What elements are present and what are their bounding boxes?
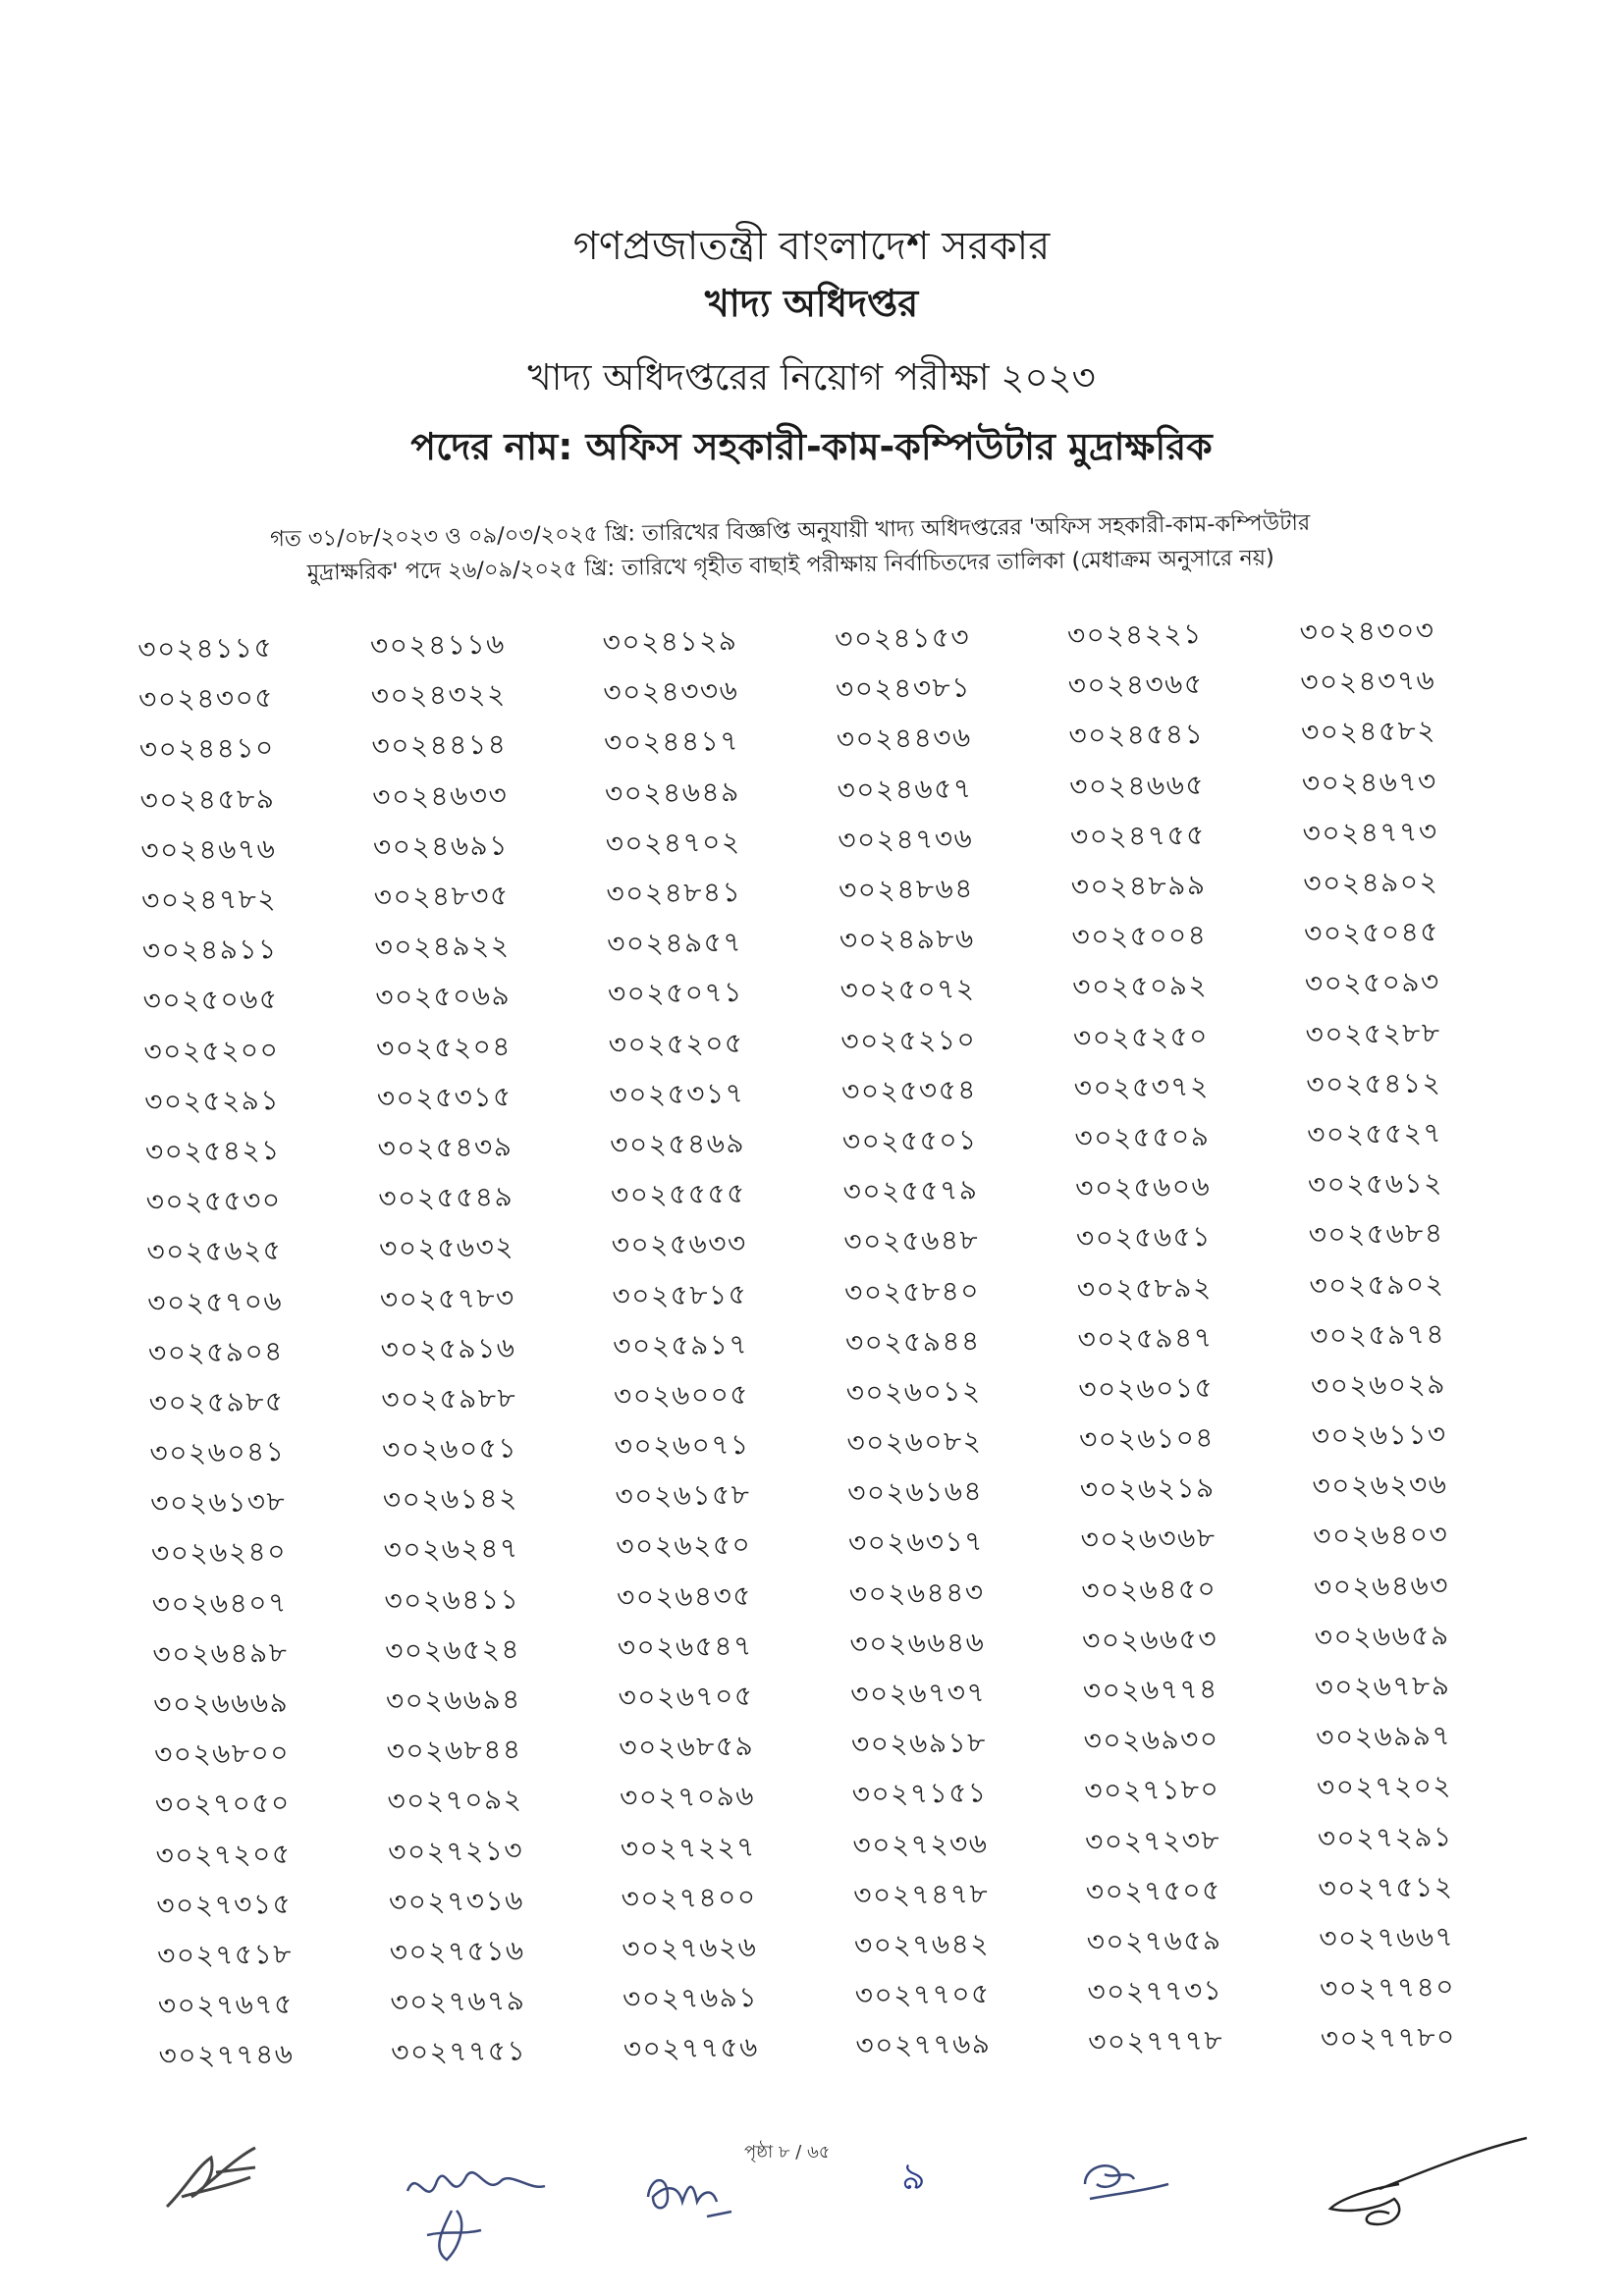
roll-number-cell: ৩০২৬৮০০ — [153, 1736, 291, 1772]
page-number: পৃষ্ঠা ৮ / ৬৫ — [744, 2142, 831, 2163]
roll-number-cell: ৩০২৪১৫৩ — [835, 620, 971, 656]
roll-number-cell: ৩০২৭৩১৫ — [156, 1887, 293, 1922]
roll-number-cell: ৩০২৪৬৪৯ — [604, 774, 740, 810]
roll-number-cell: ৩০২৭২১৩ — [387, 1833, 524, 1868]
roll-number-cell: ৩০২৫৬৩২ — [378, 1230, 515, 1265]
roll-number-cell: ৩০২৭৭৫৬ — [622, 2031, 760, 2066]
roll-number-cell: ৩০২৪৮৪১ — [606, 875, 742, 910]
roll-number-cell: ৩০২৪৬৭৩ — [1301, 765, 1437, 800]
roll-number-cell: ৩০২৪৯০২ — [1303, 865, 1439, 900]
roll-number-cell: ৩০২৫২০৪ — [375, 1029, 513, 1065]
roll-number-cell: ৩০২৭৭৭৮ — [1087, 2024, 1224, 2059]
department-title: খাদ্য অধিদপ্তর — [704, 282, 919, 325]
roll-number-cell: ৩০২৭৭৬৯ — [855, 2027, 992, 2062]
roll-number-cell: ৩০২৫৬২৫ — [146, 1234, 283, 1269]
roll-number-cell: ৩০২৬৭০৫ — [618, 1679, 754, 1714]
roll-number-cell: ৩০২৭৩১৬ — [388, 1884, 525, 1919]
roll-number-cell: ৩০২৭৭৪৬ — [158, 2038, 295, 2073]
roll-number-cell: ৩০২৬১৪২ — [382, 1481, 519, 1517]
notice-line-2: মুদ্রাক্ষরিক' পদে ২৬/০৯/২০২৫ খ্রি: তারিখে গৃহীত বাছাই পরীক্ষায় নির্বাচিতদের তালিকা (মেধাক্রম অনুসারে নয়) — [306, 545, 1275, 586]
signature-5 — [1301, 2130, 1537, 2238]
roll-number-cell: ৩০২৬১৩৮ — [150, 1485, 287, 1521]
roll-number-cell: ৩০২৭৭৪০ — [1319, 1970, 1456, 2005]
roll-number-cell: ৩০২৬৫২৪ — [384, 1632, 521, 1668]
roll-number-cell: ৩০২৫০০৪ — [1071, 919, 1208, 954]
roll-number-cell: ৩০২৭৬২৬ — [622, 1930, 758, 1965]
roll-number-cell: ৩০২৬৪৬৩ — [1313, 1568, 1450, 1603]
roll-number-cell: ৩০২৬৪০৭ — [151, 1585, 288, 1621]
roll-number-cell: ৩০২৭০৯৬ — [619, 1780, 756, 1815]
roll-number-cell: ৩০২৫৩১৭ — [609, 1076, 745, 1111]
roll-number-cell: ৩০২৪৯১১ — [141, 933, 278, 968]
roll-number-cell: ৩০২৫৬৫১ — [1075, 1220, 1213, 1255]
government-title: গণপ্রজাতন্ত্রী বাংলাদেশ সরকার — [572, 224, 1051, 269]
initial-mark-text: ৯ — [901, 2155, 926, 2198]
roll-number-cell: ৩০২৪১১৫ — [137, 631, 274, 667]
roll-number-cell: ৩০২৬০৭১ — [614, 1427, 750, 1463]
roll-number-cell: ৩০২৫২৫০ — [1072, 1019, 1210, 1054]
roll-number-cell: ৩০২৪৯৫৭ — [606, 926, 743, 961]
signature-3 — [638, 2158, 746, 2226]
roll-number-cell: ৩০২৪২২১ — [1066, 617, 1204, 653]
roll-number-cell: ৩০২৪৬৬৫ — [1068, 768, 1206, 803]
roll-number-cell: ৩০২৬৪৫০ — [1081, 1572, 1217, 1607]
signature-1 — [157, 2138, 275, 2216]
roll-number-cell: ৩০২৭৫১২ — [1318, 1870, 1454, 1905]
roll-number-cell: ৩০২৬১১৩ — [1311, 1417, 1447, 1453]
roll-number-cell: ৩০২৬৬৯৪ — [385, 1682, 522, 1718]
roll-number-cell: ৩০২৭৬৯১ — [622, 1980, 759, 2015]
roll-number-cell: ৩০২৭২০২ — [1316, 1769, 1453, 1804]
roll-number-cell: ৩০২৪৬৫৭ — [837, 772, 973, 807]
roll-number-cell: ৩০২৫৭০৬ — [146, 1284, 284, 1319]
roll-number-cell: ৩০২৪৯৮৬ — [839, 922, 975, 957]
notice-text — [157, 505, 1425, 593]
roll-number-cell: ৩০২৬৬৬৯ — [153, 1685, 290, 1721]
roll-number-cell: ৩০২৬১০৪ — [1078, 1420, 1216, 1456]
roll-number-cell: ৩০২৭৫০৫ — [1085, 1873, 1222, 1908]
roll-number-cell: ৩০২৫৯১৬ — [380, 1331, 516, 1366]
roll-number-cell: ৩০২৪৮৬৪ — [838, 872, 975, 907]
roll-number-cell: ৩০২৭৬৬৭ — [1319, 1920, 1455, 1955]
roll-number-cell: ৩০২৭৪০০ — [621, 1880, 757, 1915]
roll-number-cell: ৩০২৫৪৩৯ — [377, 1130, 514, 1165]
roll-number-cell: ৩০২৪৬৩৩ — [372, 778, 509, 814]
roll-number-cell: ৩০২৬৬৪৬ — [849, 1626, 986, 1661]
roll-number-cell: ৩০২৬০২৯ — [1310, 1367, 1447, 1403]
roll-number-cell: ৩০২৫০৭১ — [607, 976, 744, 1011]
roll-number-cell: ৩০২৪৪১৪ — [371, 727, 508, 763]
roll-number-cell: ৩০২৭৭৫১ — [391, 2034, 527, 2069]
roll-number-cell: ৩০২৪৩৮১ — [835, 670, 972, 706]
roll-number-cell: ৩০২৪৭৩৬ — [838, 822, 974, 857]
roll-number-cell: ৩০২৪৩৭৬ — [1300, 664, 1436, 699]
roll-number-cell: ৩০২৬১৬৪ — [846, 1474, 984, 1510]
roll-number-cell: ৩০২৪৬৭৬ — [140, 831, 277, 867]
roll-number-cell: ৩০২৬২৪৭ — [383, 1531, 519, 1567]
roll-number-cell: ৩০২৫৮১৫ — [612, 1277, 748, 1312]
roll-number-cell: ৩০২৬৪৪৩ — [848, 1575, 985, 1611]
roll-number-cell: ৩০২৬২১৯ — [1079, 1471, 1216, 1507]
roll-number-cell: ৩০২৭৫১৬ — [389, 1934, 525, 1969]
roll-number-cell: ৩০২৬৪১১ — [384, 1581, 520, 1618]
exam-title: খাদ্য অধিদপ্তরের নিয়োগ পরীক্ষা ২০২৩ — [527, 356, 1096, 399]
roll-number-cell: ৩০২৬০৫১ — [381, 1431, 518, 1467]
roll-number-cell: ৩০২৪৩২২ — [370, 677, 507, 713]
roll-number-cell: ৩০২৭২২৭ — [620, 1830, 757, 1865]
roll-number-cell: ৩০২৭৬৪২ — [853, 1927, 991, 1962]
roll-number-cell: ৩০২৫৮৪০ — [843, 1273, 981, 1308]
roll-number-cell: ৩০২৫৯৮৮ — [381, 1381, 517, 1416]
roll-number-cell: ৩০২৬২৩৬ — [1312, 1468, 1448, 1503]
roll-number-cell: ৩০২৫৯০৪ — [147, 1334, 285, 1369]
roll-number-cell: ৩০২৫৬১২ — [1307, 1166, 1444, 1201]
roll-number-cell: ৩০২৫৬৮৪ — [1308, 1216, 1444, 1252]
roll-number-cell: ৩০২৪৭৫৫ — [1069, 818, 1207, 853]
roll-number-cell: ৩০২৬৬৫৯ — [1314, 1619, 1450, 1654]
roll-number-cell: ৩০২৬৮৪৪ — [386, 1733, 522, 1768]
roll-number-cell: ৩০২৫৩৫৪ — [840, 1073, 978, 1108]
roll-number-cell: ৩০২৪৩০৫ — [137, 681, 275, 717]
roll-number-cell: ৩০২৪৭৮২ — [140, 881, 278, 917]
signature-2 — [393, 2152, 560, 2269]
roll-number-cell: ৩০২৫৯১৭ — [613, 1327, 749, 1362]
roll-number-cell: ৩০২৫০৪৫ — [1303, 915, 1440, 950]
roll-number-cell: ৩০২৫৯৮৫ — [148, 1384, 285, 1419]
roll-number-cell: ৩০২৬০০৫ — [613, 1377, 750, 1413]
roll-number-cell: ৩০২৫৫৭৯ — [842, 1173, 979, 1208]
roll-number-cell: ৩০২৬৯১৮ — [850, 1726, 988, 1761]
roll-number-cell: ৩০২৬৪৯৮ — [152, 1635, 289, 1671]
roll-number-cell: ৩০২৭৭৩১ — [1087, 1973, 1223, 2008]
roll-number-cell: ৩০২৫৫৫৫ — [610, 1177, 747, 1212]
roll-number-cell: ৩০২৫৪১২ — [1306, 1066, 1442, 1101]
roll-number-cell: ৩০২৫৩১৫ — [376, 1080, 513, 1115]
roll-number-cell: ৩০২৪৩০৩ — [1299, 614, 1435, 649]
roll-number-cell: ৩০২৪৩৬৫ — [1067, 667, 1204, 703]
roll-number-cell: ৩০২৫২৯১ — [143, 1083, 281, 1118]
roll-number-cell: ৩০২৫০৬৫ — [142, 983, 279, 1018]
roll-number-cell: ৩০২৫৬০৬ — [1075, 1170, 1212, 1205]
roll-number-cell: ৩০২৫৪৬৯ — [609, 1126, 746, 1161]
roll-number-cell: ৩০২৬৬৫৩ — [1081, 1622, 1218, 1657]
roll-number-cell: ৩০২৭১৮০ — [1084, 1773, 1220, 1808]
roll-number-cell: ৩০২৫৮৯২ — [1076, 1270, 1213, 1306]
roll-number-cell: ৩০২৪৮৯৯ — [1070, 868, 1207, 903]
roll-number-cell: ৩০২৪৫৮৯ — [139, 781, 276, 817]
roll-number-cell: ৩০২৫৭৮৩ — [379, 1280, 515, 1315]
roll-number-cell: ৩০২৫৬৩৩ — [611, 1227, 747, 1262]
roll-number-cell: ৩০২৫৫০৯ — [1074, 1119, 1211, 1154]
roll-number-cell: ৩০২৫৫২৭ — [1306, 1116, 1443, 1151]
roll-number-cell: ৩০২৫৬৪৮ — [843, 1223, 980, 1258]
roll-number-cell: ৩০২৫০৭২ — [839, 972, 976, 1007]
roll-number-cell: ৩০২৪৭৭৩ — [1302, 815, 1438, 850]
roll-number-cell: ৩০২৭৬৭৯ — [390, 1984, 526, 2019]
signature-4 — [1075, 2150, 1183, 2218]
roll-number-cell: ৩০২৬৭৭৪ — [1082, 1672, 1219, 1707]
roll-number-cell: ৩০২৬০৮২ — [846, 1424, 983, 1460]
roll-number-cell: ৩০২৬৪০৩ — [1313, 1518, 1449, 1553]
roll-number-cell: ৩০২৪৩৩৬ — [603, 674, 739, 710]
roll-number-cell: ৩০২৫৯৭৪ — [1309, 1317, 1446, 1353]
roll-number-cell: ৩০২৭৭০৫ — [854, 1977, 991, 2012]
roll-number-cell: ৩০২৬২৪০ — [150, 1535, 288, 1571]
roll-number-cell: ৩০২৬৮৫৯ — [619, 1730, 755, 1765]
roll-number-cell: ৩০২৫৯৪৪ — [844, 1324, 981, 1360]
roll-number-cell: ৩০২৪৯২২ — [374, 929, 511, 964]
roll-number-cell: ৩০২৬৩১৭ — [847, 1524, 985, 1560]
roll-number-cell: ৩০২৬৭৩৭ — [849, 1676, 987, 1711]
roll-number-cell: ৩০২৪১২৯ — [602, 624, 738, 660]
roll-number-cell: ৩০২৫৫৪৯ — [378, 1180, 514, 1215]
roll-number-cell: ৩০২৬৭৮৯ — [1315, 1669, 1451, 1704]
notice-line-1: গত ৩১/০৮/২০২৩ ও ০৯/০৩/২০২৫ খ্রি: তারিখের বিজ্ঞপ্তি অনুযায়ী খাদ্য অধিদপ্তরের 'অফিস সহকারী-কাম-কম্পিউটার — [269, 509, 1311, 553]
initial-mark — [901, 2148, 926, 2211]
roll-number-cell: ৩০২৫২০০ — [143, 1033, 280, 1068]
roll-number-cell: ৩০২৫২০৫ — [608, 1026, 744, 1061]
roll-number-cell: ৩০২৭৬৫৯ — [1086, 1923, 1222, 1958]
roll-number-cell: ৩০২৭৭৮০ — [1320, 2020, 1456, 2056]
roll-number-cell: ৩০২৬০৪১ — [149, 1434, 286, 1469]
roll-number-cell: ৩০২৭২৩৮ — [1084, 1823, 1221, 1858]
roll-number-cell: ৩০২৭৬৭৫ — [157, 1987, 294, 2022]
roll-number-cell: ৩০২৪৭০২ — [605, 825, 741, 860]
roll-number-cell: ৩০২৫৪২১ — [144, 1133, 282, 1168]
roll-number-cell: ৩০২৪৪১০ — [138, 731, 275, 767]
roll-number-cell: ৩০২৪৮৩৫ — [373, 879, 510, 914]
roll-number-cell: ৩০২৭১৫১ — [851, 1776, 988, 1811]
roll-number-cell: ৩০২৫৫৩০ — [145, 1184, 282, 1219]
roll-number-cell: ৩০২৫৩৭২ — [1073, 1069, 1210, 1104]
roll-number-cell: ৩০২৫০৯৩ — [1304, 965, 1440, 1000]
roll-number-cell: ৩০২৬১৫৮ — [615, 1478, 751, 1514]
roll-number-grid — [137, 606, 1553, 2083]
roll-number-cell: ৩০২৫২৮৮ — [1305, 1015, 1441, 1050]
roll-number-cell: ৩০২৭২০৫ — [155, 1837, 292, 1872]
roll-number-cell: ৩০২৬০১৫ — [1078, 1370, 1215, 1406]
roll-number-cell: ৩০২৫৫০১ — [841, 1123, 978, 1158]
roll-number-cell: ৩০২৪৪৩৬ — [836, 721, 972, 756]
roll-number-cell: ৩০২৫০৯২ — [1072, 969, 1209, 1004]
roll-number-cell: ৩০২৪১১৬ — [369, 627, 507, 663]
roll-number-cell: ৩০২৬৪৩৫ — [616, 1578, 753, 1614]
roll-number-cell: ৩০২৬২৫০ — [616, 1528, 752, 1564]
roll-number-cell: ৩০২৪৬৯১ — [372, 828, 510, 864]
roll-number-cell: ৩০২৬৯৯৭ — [1316, 1719, 1452, 1754]
roll-number-cell: ৩০২৬০১২ — [845, 1374, 982, 1410]
roll-number-cell: ৩০২৫২১০ — [840, 1022, 977, 1058]
roll-number-cell: ৩০২৬৯৩০ — [1083, 1723, 1219, 1758]
roll-number-cell: ৩০২৬৫৪৭ — [617, 1629, 753, 1664]
roll-number-cell: ৩০২৫৯৪৭ — [1077, 1320, 1214, 1356]
post-title: পদের নাম: অফিস সহকারী-কাম-কম্পিউটার মুদ্রাক্ষরিক — [410, 425, 1213, 468]
roll-number-cell: ৩০২৭০৯২ — [387, 1783, 523, 1818]
roll-number-cell: ৩০২৪৪১৭ — [603, 724, 740, 760]
roll-number-cell: ৩০২৪৫৮২ — [1300, 714, 1437, 749]
roll-number-cell: ৩০২৪৫৪১ — [1068, 718, 1205, 753]
roll-number-cell: ৩০২৭৪৭৮ — [853, 1877, 990, 1912]
roll-number-cell: ৩০২৭২৯১ — [1317, 1819, 1453, 1854]
roll-number-cell: ৩০২৭০৫০ — [154, 1787, 291, 1822]
document-header — [0, 218, 1623, 479]
roll-number-cell: ৩০২৫০৬৯ — [375, 979, 512, 1014]
roll-number-cell: ৩০২৭২৩৬ — [852, 1826, 989, 1861]
roll-number-cell: ৩০২৭৫১৮ — [156, 1937, 294, 1972]
roll-number-cell: ৩০২৬৩৬৮ — [1080, 1522, 1217, 1557]
roll-number-cell: ৩০২৫৯০২ — [1309, 1266, 1445, 1302]
